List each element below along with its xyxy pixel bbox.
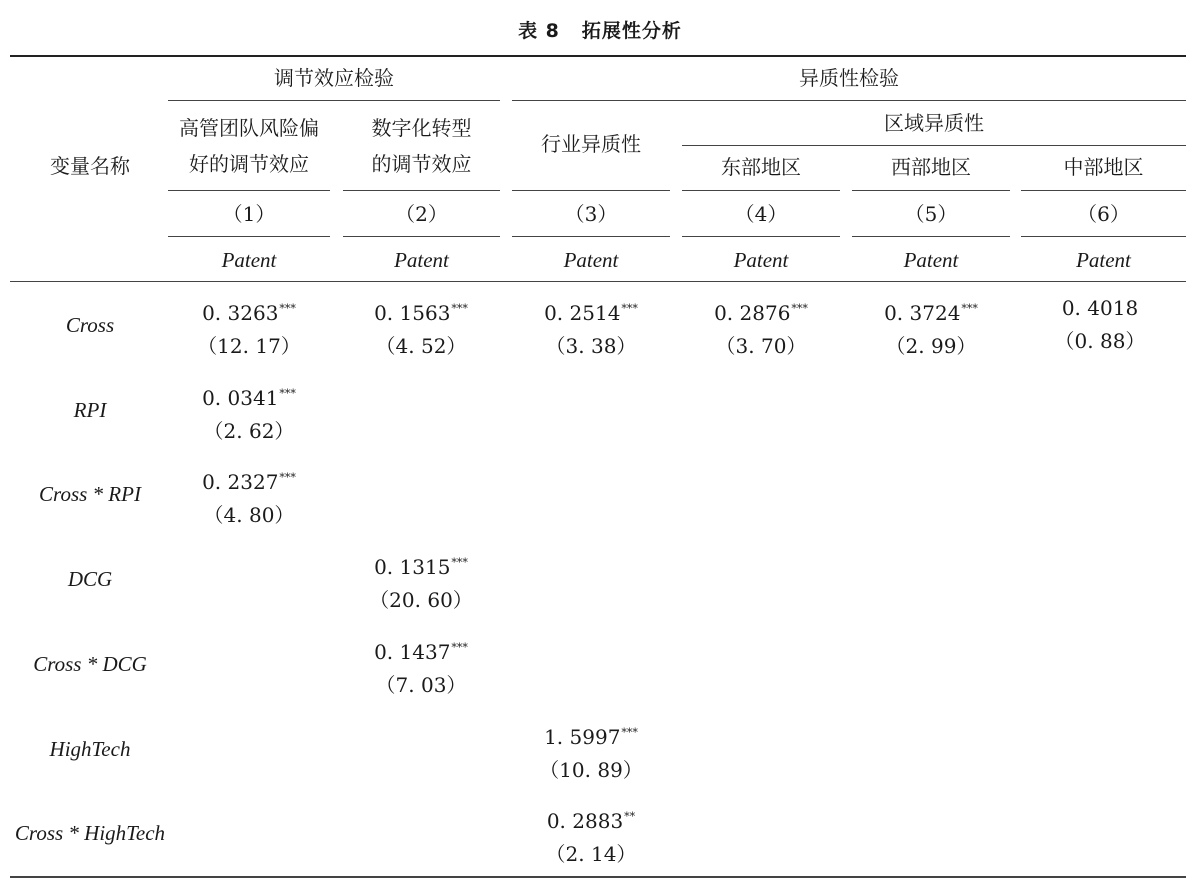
- t-statistic: （2. 99）: [885, 334, 977, 358]
- rule-colnames-5: [852, 190, 1010, 191]
- coefficient-value: 0. 3263: [202, 301, 279, 325]
- row-label: Cross * DCG: [33, 651, 147, 676]
- t-statistic: （7. 03）: [375, 672, 467, 697]
- coefficient: [851, 292, 1011, 330]
- coefficient: [681, 292, 841, 330]
- coefficient: [169, 461, 329, 499]
- table-number: 表 8: [518, 20, 560, 42]
- header-moderation-group: 调节效应检验: [274, 66, 394, 90]
- header-col4: 东部地区: [721, 155, 801, 179]
- coefficient: [1020, 292, 1180, 325]
- t-statistic: （12. 17）: [197, 334, 301, 358]
- table-cell: [851, 292, 1011, 363]
- header-col3: 行业异质性: [541, 132, 641, 156]
- t-statistic: （20. 60）: [369, 588, 473, 613]
- header-col5: 西部地区: [891, 155, 971, 179]
- bottom-rule: [10, 876, 1186, 878]
- row-label: Cross * RPI: [39, 482, 141, 507]
- significance-stars: ***: [621, 302, 638, 315]
- row-label: RPI: [73, 397, 107, 422]
- header-variable-name: 变量名称: [50, 154, 130, 178]
- t-statistic: （10. 89）: [539, 757, 643, 782]
- table-cell: [1020, 292, 1180, 358]
- table-cell: [169, 377, 329, 448]
- rule-regional-group: [682, 145, 1186, 146]
- rule-heterogeneity-group: [512, 100, 1186, 101]
- header-depvar-5: Patent: [903, 248, 959, 272]
- row-label: DCG: [67, 567, 113, 592]
- header-colnum-2: （2）: [395, 202, 448, 226]
- rule-colnums-5: [852, 236, 1010, 237]
- coefficient-value: 0. 2514: [544, 301, 621, 325]
- header-col1-line2: 好的调节效应: [189, 152, 309, 176]
- significance-stars: ***: [451, 302, 468, 315]
- header-depvar-4: Patent: [733, 248, 789, 272]
- header-colnum-3: （3）: [564, 202, 618, 226]
- coefficient: [511, 292, 671, 330]
- rule-colnames-6: [1021, 190, 1186, 191]
- rule-colnames-2: [343, 190, 500, 191]
- rule-colnums-6: [1021, 236, 1186, 237]
- significance-stars: ***: [791, 302, 808, 315]
- header-col2-line2: 的调节效应: [371, 152, 472, 176]
- t-statistic: （2. 62）: [203, 418, 295, 443]
- header-colnum-1: （1）: [222, 202, 276, 226]
- table-caption: [0, 16, 1200, 43]
- t-statistic: （2. 14）: [545, 842, 637, 867]
- t-statistic: （4. 52）: [375, 334, 467, 358]
- header-colnum-6: （6）: [1077, 202, 1130, 226]
- header-colnum-5: （5）: [904, 202, 958, 226]
- significance-stars: ***: [279, 302, 296, 315]
- rule-colnames-3: [512, 190, 670, 191]
- rule-colnums-2: [343, 236, 500, 237]
- coefficient: [511, 716, 671, 754]
- table-cell: [681, 292, 841, 363]
- table-cell: [511, 716, 671, 787]
- rule-colnums-3: [512, 236, 670, 237]
- table-cell: [511, 800, 671, 871]
- significance-stars: ***: [451, 556, 468, 570]
- header-depvar-1: Patent: [221, 248, 277, 272]
- coefficient-value: 0. 1563: [374, 301, 451, 325]
- coefficient-value: 0. 4018: [1061, 296, 1139, 320]
- coefficient-value: 0. 0341: [202, 385, 279, 410]
- header-depvar-3: Patent: [563, 248, 619, 272]
- header-col6: 中部地区: [1063, 155, 1144, 179]
- coefficient-value: 0. 1315: [374, 555, 451, 580]
- coefficient: [169, 377, 329, 415]
- rule-moderation-group: [168, 100, 500, 101]
- coefficient: [341, 546, 501, 584]
- row-label: Cross * HighTech: [14, 821, 166, 846]
- coefficient-value: 1. 5997: [544, 724, 621, 749]
- table-cell: [341, 292, 501, 363]
- t-statistic: （3. 70）: [715, 334, 807, 358]
- header-col2-line1: 数字化转型: [371, 116, 472, 140]
- rule-colnames-1: [168, 190, 330, 191]
- table-cell: [341, 546, 501, 617]
- significance-stars: ***: [279, 471, 296, 485]
- row-label: HighTech: [49, 736, 131, 761]
- coefficient-value: 0. 2876: [714, 301, 791, 325]
- coefficient: [341, 292, 501, 330]
- top-rule: [10, 55, 1186, 57]
- rule-colnums-1: [168, 236, 330, 237]
- table-cell: [169, 461, 329, 532]
- header-colnum-4: （4）: [734, 202, 788, 226]
- header-bottom-rule: [10, 281, 1186, 282]
- header-depvar-6: Patent: [1076, 248, 1131, 272]
- significance-stars: **: [624, 810, 636, 824]
- t-statistic: （4. 80）: [203, 503, 295, 528]
- t-statistic: （0. 88）: [1054, 329, 1146, 353]
- row-label: Cross: [65, 313, 115, 337]
- coefficient-value: 0. 1437: [374, 639, 451, 664]
- coefficient: [511, 800, 671, 838]
- rule-colnames-4: [682, 190, 840, 191]
- coefficient-value: 0. 2883: [546, 809, 624, 834]
- significance-stars: ***: [279, 386, 296, 400]
- significance-stars: ***: [451, 640, 468, 654]
- significance-stars: ***: [621, 725, 638, 739]
- table-cell: [341, 631, 501, 702]
- rule-colnums-4: [682, 236, 840, 237]
- table-cell: [511, 292, 671, 363]
- significance-stars: ***: [961, 302, 978, 315]
- header-regional-group: 区域异质性: [884, 111, 984, 135]
- table-title: 拓展性分析: [581, 20, 682, 42]
- coefficient: [169, 292, 329, 330]
- header-heterogeneity-group: 异质性检验: [799, 66, 899, 90]
- coefficient-value: 0. 2327: [202, 470, 279, 495]
- header-depvar-2: Patent: [394, 248, 449, 272]
- table-cell: [169, 292, 329, 363]
- header-col1-line1: 高管团队风险偏: [179, 116, 319, 140]
- coefficient: [341, 631, 501, 669]
- t-statistic: （3. 38）: [545, 334, 637, 358]
- coefficient-value: 0. 3724: [884, 301, 961, 325]
